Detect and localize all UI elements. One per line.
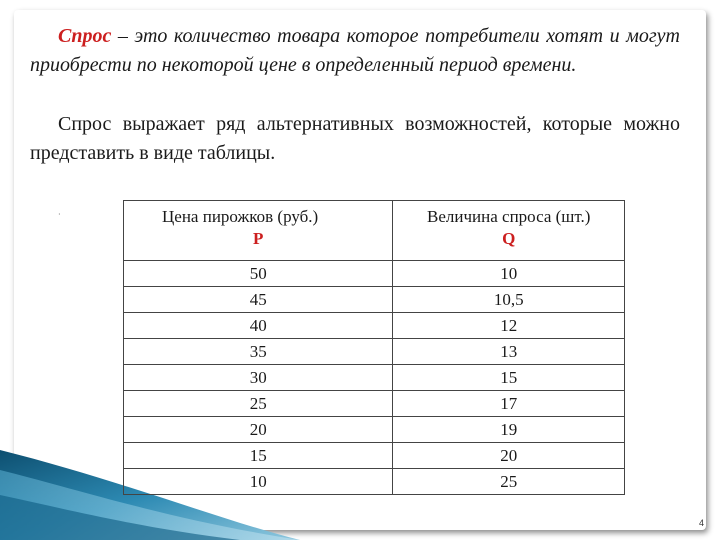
price-cell: 45 bbox=[124, 287, 393, 313]
price-cell: 15 bbox=[124, 443, 393, 469]
bullet-dot: · bbox=[58, 210, 61, 219]
quantity-cell: 15 bbox=[393, 365, 625, 391]
table-row bbox=[124, 339, 625, 365]
quantity-cell: 10,5 bbox=[393, 287, 625, 313]
table-row bbox=[124, 469, 625, 495]
price-cell: 20 bbox=[124, 417, 393, 443]
table-row bbox=[124, 443, 625, 469]
table-row bbox=[124, 287, 625, 313]
table-header-row bbox=[124, 201, 625, 261]
definition-term: Спрос bbox=[58, 25, 112, 47]
quantity-cell: 12 bbox=[393, 313, 625, 339]
header-quantity bbox=[393, 201, 625, 261]
definition-text: – это количество товара которое потребители хотят и могут приобрести по некоторой цене в определенный период времени. bbox=[30, 25, 680, 76]
quantity-cell: 20 bbox=[393, 443, 625, 469]
header-quantity-label: Величина спроса (шт.) bbox=[427, 207, 591, 226]
quantity-cell: 17 bbox=[393, 391, 625, 417]
header-price-symbol: P bbox=[253, 229, 264, 248]
header-price bbox=[124, 201, 393, 261]
price-cell: 40 bbox=[124, 313, 393, 339]
quantity-cell: 13 bbox=[393, 339, 625, 365]
definition-paragraph bbox=[30, 22, 680, 80]
price-cell: 30 bbox=[124, 365, 393, 391]
quantity-cell: 19 bbox=[393, 417, 625, 443]
quantity-cell: 25 bbox=[393, 469, 625, 495]
price-cell: 10 bbox=[124, 469, 393, 495]
demand-table bbox=[123, 200, 625, 495]
header-price-label: Цена пирожков (руб.) bbox=[162, 207, 319, 226]
table-row bbox=[124, 391, 625, 417]
description-paragraph: Спрос выражает ряд альтернативных возможностей, которые можно представить в виде таблицы. bbox=[30, 113, 680, 164]
table-row bbox=[124, 417, 625, 443]
page-number: 4 bbox=[698, 518, 704, 528]
quantity-cell: 10 bbox=[393, 261, 625, 287]
table-row bbox=[124, 313, 625, 339]
price-cell: 35 bbox=[124, 339, 393, 365]
table-row bbox=[124, 365, 625, 391]
header-quantity-symbol: Q bbox=[502, 229, 516, 248]
table-row bbox=[124, 261, 625, 287]
price-cell: 25 bbox=[124, 391, 393, 417]
price-cell: 50 bbox=[124, 261, 393, 287]
